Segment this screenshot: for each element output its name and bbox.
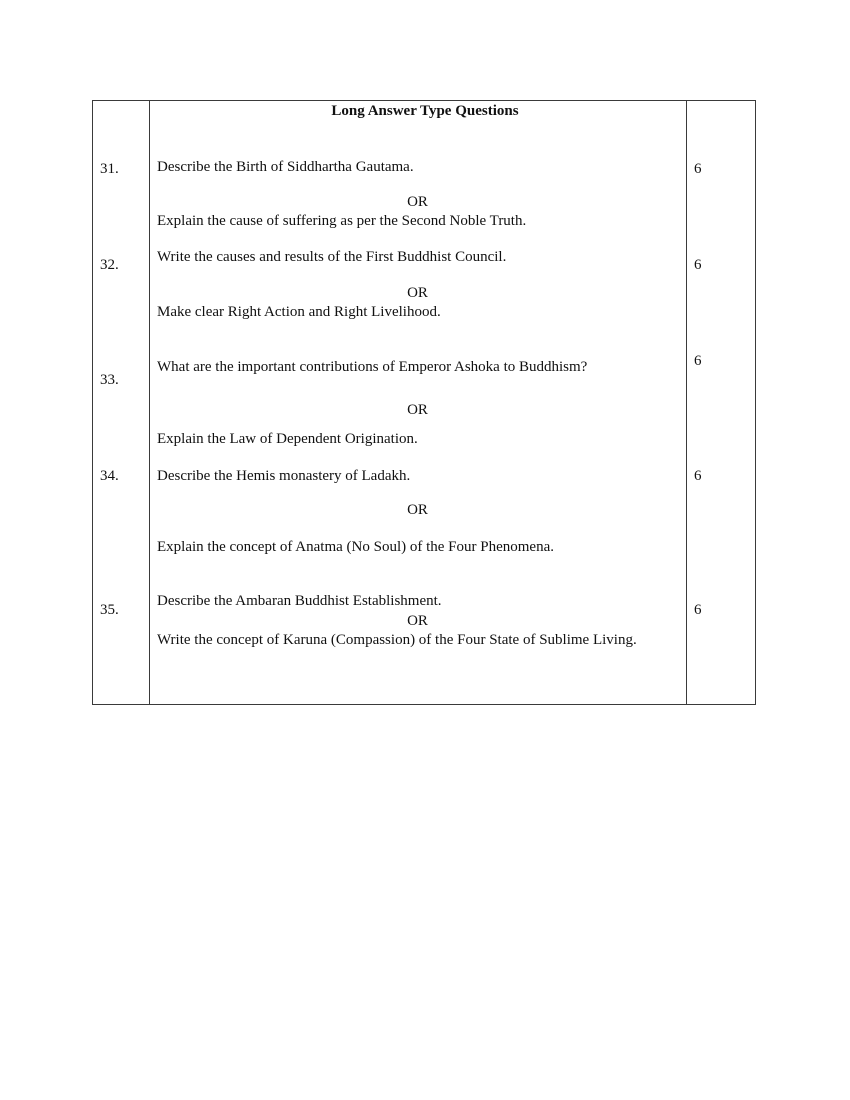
question-text: Describe the Ambaran Buddhist Establishment.: [157, 593, 442, 609]
question-text: What are the important contributions of Emperor Ashoka to Buddhism?: [157, 359, 588, 375]
or-separator: OR: [407, 402, 428, 418]
column-divider: [686, 101, 687, 704]
question-marks: 6: [694, 161, 702, 177]
question-number: 33.: [100, 372, 119, 388]
question-marks: 6: [694, 353, 702, 369]
question-marks: 6: [694, 468, 702, 484]
question-text: Write the causes and results of the First Buddhist Council.: [157, 249, 507, 265]
question-text: Describe the Birth of Siddhartha Gautama.: [157, 159, 414, 175]
alternative-question-text: Explain the cause of suffering as per the Second Noble Truth.: [157, 213, 527, 229]
alternative-question-text: Explain the Law of Dependent Origination.: [157, 431, 418, 447]
alternative-question-text: Write the concept of Karuna (Compassion) of the Four State of Sublime Living.: [157, 632, 637, 648]
or-separator: OR: [407, 194, 428, 210]
or-separator: OR: [407, 285, 428, 301]
question-text: Describe the Hemis monastery of Ladakh.: [157, 468, 411, 484]
question-number: 31.: [100, 161, 119, 177]
section-heading: Long Answer Type Questions: [331, 103, 519, 119]
question-number: 34.: [100, 468, 119, 484]
question-number: 35.: [100, 602, 119, 618]
question-marks: 6: [694, 602, 702, 618]
alternative-question-text: Make clear Right Action and Right Livelihood.: [157, 304, 441, 320]
alternative-question-text: Explain the concept of Anatma (No Soul) of the Four Phenomena.: [157, 539, 554, 555]
question-marks: 6: [694, 257, 702, 273]
or-separator: OR: [407, 613, 428, 629]
questions-table: [92, 100, 756, 705]
or-separator: OR: [407, 502, 428, 518]
question-number: 32.: [100, 257, 119, 273]
